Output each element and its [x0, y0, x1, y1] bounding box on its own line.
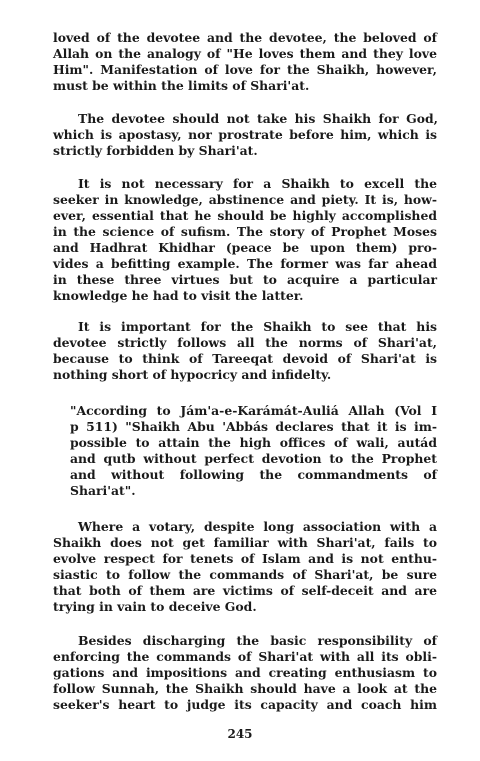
- text-line: that both of them are victims of self-deceit and are: [53, 583, 437, 598]
- text-line: Besides discharging the basic responsibility of: [78, 633, 437, 648]
- paragraph-2: [53, 111, 437, 159]
- text-line: vides a befitting example. The former was far ahead: [53, 256, 437, 271]
- text-line: "According to Jám'a-e-Karámát-Auliá Allah (Vol I: [70, 403, 437, 418]
- text-line: siastic to follow the commands of Shari'at, be sure: [53, 567, 437, 582]
- paragraph-5: [53, 519, 437, 615]
- text-line: devotee strictly follows all the norms of Shari'at,: [53, 335, 437, 350]
- text-line: and without following the commandments of: [70, 467, 437, 482]
- text-line: Shaikh does not get familiar with Shari'at, fails to: [53, 535, 437, 550]
- text-line: It is important for the Shaikh to see that his: [78, 319, 437, 334]
- text-line: possible to attain the high offices of wali, autád: [70, 435, 437, 450]
- paragraph-6: [53, 633, 437, 713]
- text-line: enforcing the commands of Shari'at with all its obli-: [53, 649, 437, 664]
- paragraph-1: [53, 30, 437, 94]
- text-line: ever, essential that he should be highly accomplished: [53, 208, 437, 223]
- text-line: and Hadhrat Khidhar (peace be upon them) pro-: [53, 240, 437, 255]
- text-line: nothing short of hypocricy and infidelty.: [53, 367, 332, 382]
- quotation-block: [70, 403, 437, 499]
- text-line: loved of the devotee and the devotee, the beloved of: [53, 30, 437, 45]
- text-line: Shari'at".: [70, 483, 136, 498]
- text-line: which is apostasy, nor prostrate before him, which is: [53, 127, 437, 142]
- text-line: in these three virtues but to acquire a particular: [53, 272, 437, 287]
- text-line: evolve respect for tenets of Islam and is not enthu-: [53, 551, 437, 566]
- text-line: because to think of Tareeqat devoid of Shari'at is: [53, 351, 437, 366]
- paragraph-3: [53, 176, 437, 304]
- text-line: gations and impositions and creating enthusiasm to: [53, 665, 437, 680]
- text-line: knowledge he had to visit the latter.: [53, 288, 304, 303]
- text-line: and qutb without perfect devotion to the Prophet: [70, 451, 437, 466]
- text-line: The devotee should not take his Shaikh for God,: [78, 111, 438, 126]
- page-number: 245: [227, 727, 253, 741]
- text-line: Where a votary, despite long association with a: [78, 519, 437, 534]
- paragraph-4: [53, 319, 437, 383]
- text-line: in the science of sufism. The story of Prophet Moses: [53, 224, 437, 239]
- text-line: seeker's heart to judge its capacity and coach him: [53, 697, 437, 712]
- text-line: Him". Manifestation of love for the Shaikh, however,: [53, 62, 437, 77]
- text-line: It is not necessary for a Shaikh to excell the: [78, 176, 437, 191]
- text-line: follow Sunnah, the Shaikh should have a look at the: [53, 681, 437, 696]
- text-line: Allah on the analogy of "He loves them and they love: [53, 46, 437, 61]
- text-line: seeker in knowledge, abstinence and piety. It is, how-: [53, 192, 437, 207]
- text-line: must be within the limits of Shari'at.: [53, 78, 310, 93]
- text-line: trying in vain to deceive God.: [53, 599, 257, 614]
- text-line: strictly forbidden by Shari'at.: [53, 143, 258, 158]
- text-line: p 511) "Shaikh Abu 'Abbás declares that it is im-: [70, 419, 437, 434]
